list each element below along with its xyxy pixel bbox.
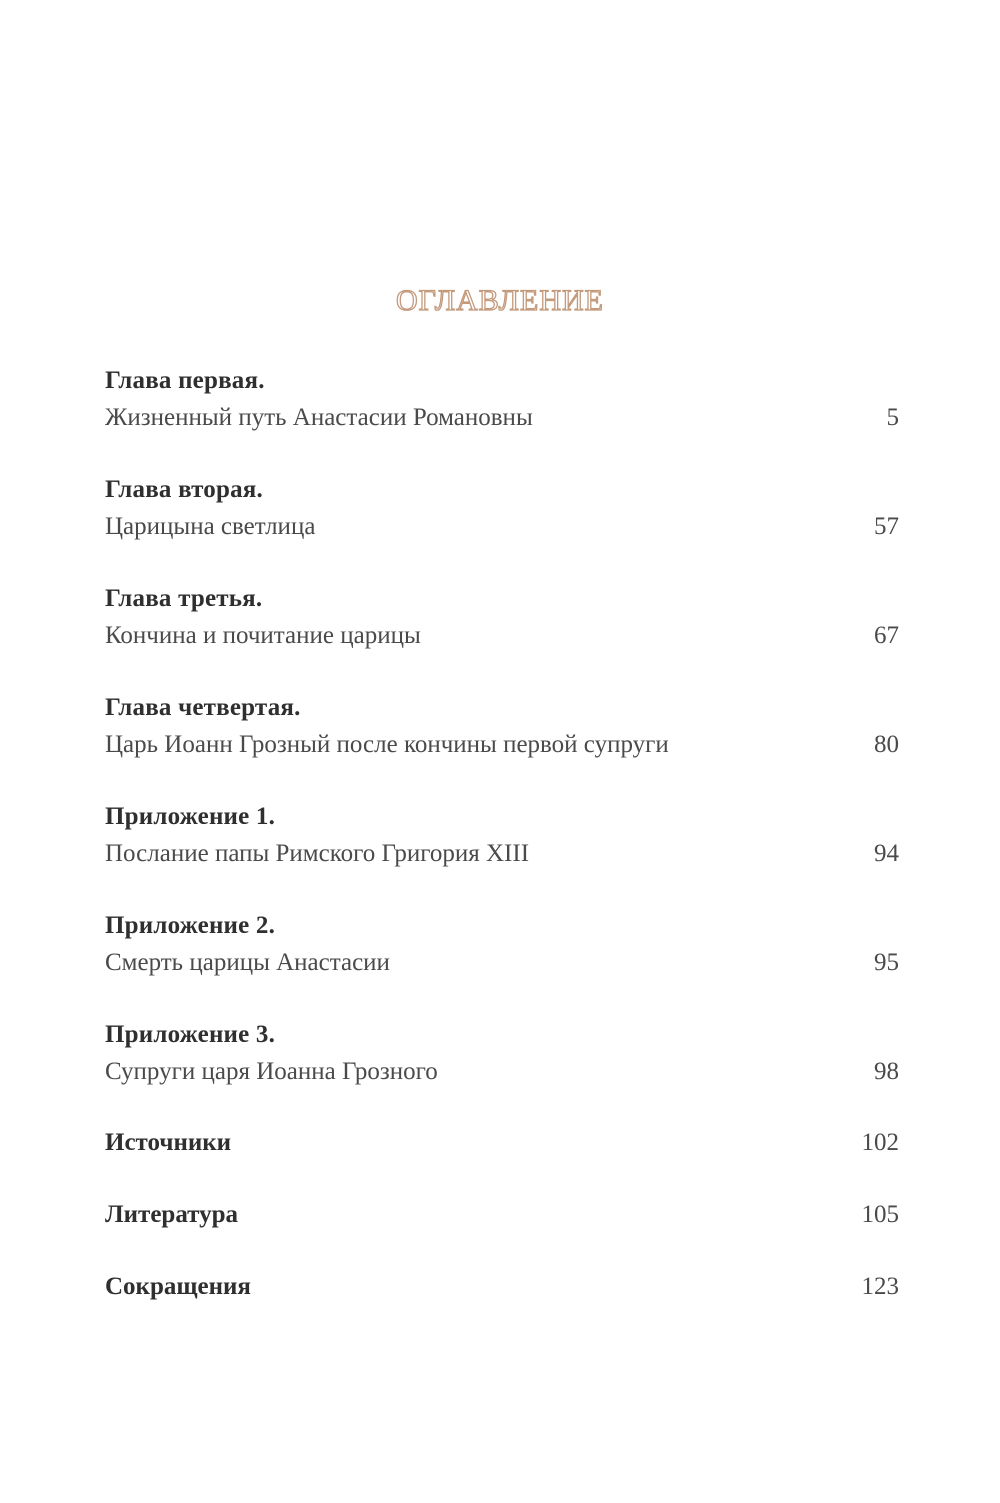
appendix-title: Смерть царицы Анастасии xyxy=(105,949,390,976)
toc-entry[interactable] xyxy=(105,1197,899,1269)
page-number: 5 xyxy=(886,404,899,431)
chapter-title: Жизненный путь Анастасии Романовны xyxy=(105,404,533,431)
section-title: Сокращения xyxy=(105,1273,251,1300)
chapter-heading: Глава третья. xyxy=(105,585,263,612)
chapter-title: Царицына светлица xyxy=(105,513,316,540)
toc-entry[interactable] xyxy=(105,798,899,907)
toc-entry[interactable] xyxy=(105,689,899,798)
toc-entry[interactable] xyxy=(105,1125,899,1197)
toc-entry[interactable] xyxy=(105,1016,899,1125)
chapter-title: Кончина и почитание царицы xyxy=(105,622,421,649)
page-number: 98 xyxy=(874,1058,899,1085)
table-of-contents xyxy=(105,362,899,1341)
page-number: 57 xyxy=(874,513,899,540)
chapter-title: Царь Иоанн Грозный после кончины первой супруги xyxy=(105,731,669,758)
page-number: 94 xyxy=(874,840,899,867)
appendix-heading: Приложение 3. xyxy=(105,1021,276,1048)
page-number: 105 xyxy=(861,1201,899,1228)
section-title: Источники xyxy=(105,1129,232,1156)
appendix-heading: Приложение 2. xyxy=(105,912,276,939)
appendix-heading: Приложение 1. xyxy=(105,803,276,830)
page-number: 95 xyxy=(874,949,899,976)
toc-entry[interactable] xyxy=(105,471,899,580)
toc-entry[interactable] xyxy=(105,362,899,471)
chapter-heading: Глава вторая. xyxy=(105,476,263,503)
chapter-heading: Глава первая. xyxy=(105,367,265,394)
chapter-heading: Глава четвертая. xyxy=(105,694,301,721)
toc-entry[interactable] xyxy=(105,1269,899,1341)
toc-entry[interactable] xyxy=(105,580,899,689)
page-number: 80 xyxy=(874,731,899,758)
page-title: ОГЛАВЛЕНИЕ xyxy=(396,284,604,317)
page-number: 102 xyxy=(861,1129,899,1156)
toc-entry[interactable] xyxy=(105,907,899,1016)
appendix-title: Супруги царя Иоанна Грозного xyxy=(105,1058,438,1085)
page-number: 123 xyxy=(861,1273,899,1300)
page-number: 67 xyxy=(874,622,899,649)
appendix-title: Послание папы Римского Григория XIII xyxy=(105,840,530,867)
section-title: Литература xyxy=(105,1201,239,1228)
